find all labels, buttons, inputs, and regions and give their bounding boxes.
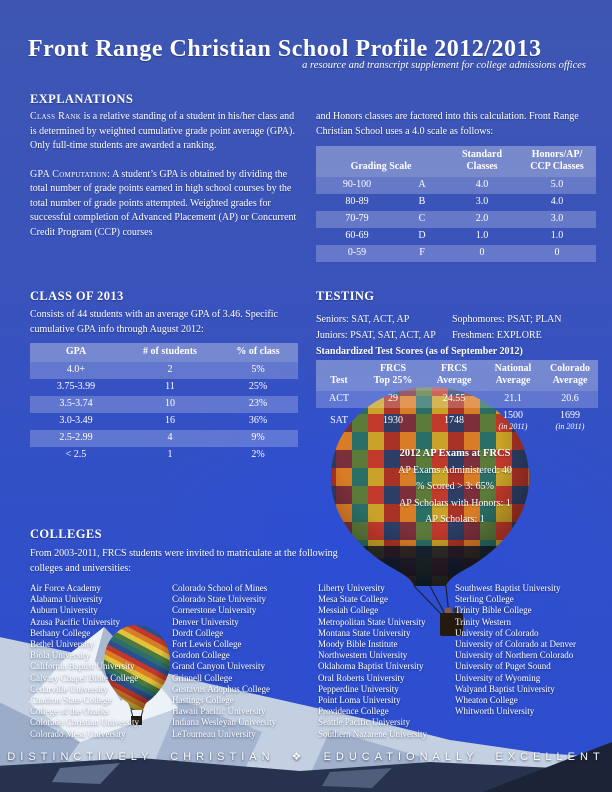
college-item: California Baptist University	[30, 661, 135, 672]
grade-letter-cell: F	[419, 247, 425, 258]
test-scores-table	[316, 360, 598, 434]
test-score-row	[316, 391, 598, 408]
grading-table-row	[316, 245, 596, 262]
standard-points-cell: 0	[479, 247, 485, 258]
top25-cell: 29	[388, 393, 398, 404]
honors-points-cell: 1.0	[550, 230, 564, 241]
college-item: Dordt College	[172, 627, 224, 638]
college-item: Whitworth University	[455, 706, 535, 717]
honors-points-cell: 5.0	[550, 179, 564, 190]
test-table-header-row	[316, 360, 598, 391]
gpa-table-row	[30, 362, 298, 379]
standard-points-cell: 2.0	[475, 213, 489, 224]
college-item: Colorado Christian University	[30, 717, 139, 728]
college-item: Seattle Pacific University	[318, 717, 410, 728]
freshmen-tests: Freshmen: EXPLORE	[452, 330, 542, 341]
gpa-table-row	[30, 447, 298, 464]
gpa-range-cell: 4.0+	[66, 364, 86, 375]
school-motto-footer	[0, 750, 612, 763]
college-item: Trinity Western	[455, 616, 512, 627]
college-list-column-2	[172, 583, 276, 740]
ap-exams-stat-line: AP Scholars: 1	[425, 514, 485, 525]
standard-points-cell: 1.0	[475, 230, 489, 241]
grading-scale-table	[316, 146, 596, 262]
honors-points-cell: 0	[554, 247, 560, 258]
class-rank-text: is a relative standing of a student in his/her class and is determined by weighted cumulative grade point average (GPA). Only full-time students are awarded a ranking.	[30, 111, 295, 151]
grading-scale-header: Grading Scale	[316, 146, 446, 177]
grade-letter-cell: D	[418, 230, 426, 241]
frcs-average-header: FRCS Average	[424, 360, 484, 391]
test-name-cell: SAT	[330, 414, 348, 426]
test-scores-title: Standardized Test Scores (as of September 2012)	[316, 346, 523, 357]
standard-points-cell: 3.0	[475, 196, 489, 207]
gpa-distribution-table	[30, 343, 298, 464]
college-item: Hawaii Pacific University	[172, 706, 266, 717]
motto-left: DISTINCTIVELY CHRISTIAN	[7, 751, 275, 763]
college-item: Gustavus Adophus College	[172, 683, 270, 694]
frcs-average-cell: 1748	[444, 414, 464, 426]
class-percent-cell: 9%	[251, 432, 265, 443]
student-count-cell: 4	[167, 432, 173, 443]
college-item: Colorado School of Mines	[172, 583, 268, 593]
college-item: Bethany College	[30, 627, 91, 638]
gpa-range-cell: < 2.5	[65, 449, 87, 460]
honors-points-cell: 4.0	[550, 196, 564, 207]
college-item: Southern Nazarene University	[318, 728, 427, 739]
college-item: Walyand Baptist University	[455, 683, 555, 694]
testing-heading: TESTING	[316, 289, 375, 303]
ap-exams-title: 2012 AP Exams at FRCS	[399, 448, 511, 459]
grade-range-cell: 60-69	[345, 230, 369, 241]
college-item: University of Puget Sound	[455, 661, 551, 672]
explanations-heading: EXPLANATIONS	[30, 92, 134, 106]
class-of-2013-intro: Consists of 44 students with an average GPA of 3.46. Specific cumulative GPA info through August 2012:	[30, 309, 278, 335]
frcs-top25-header: FRCS Top 25%	[362, 360, 424, 391]
gpa-range-cell: 3.0-3.49	[59, 415, 93, 426]
college-item: Liberty University	[318, 583, 385, 593]
test-score-row	[316, 408, 598, 434]
college-item: Metropolitan State University	[318, 616, 426, 627]
motto-right: EDUCATIONALLY EXCELLENT	[323, 751, 605, 763]
gpa-table-row	[30, 430, 298, 447]
college-item: Air Force Academy	[30, 583, 101, 593]
explanations-left-column	[30, 110, 300, 240]
college-item: Grand Canyon University	[172, 661, 265, 672]
grading-table-row	[316, 228, 596, 245]
student-count-cell: 2	[167, 364, 173, 375]
college-item: Cedarville University	[30, 683, 108, 694]
page-subtitle: a resource and transcript supplement for college admissions offices	[302, 60, 586, 71]
ap-exams-stat-line: % Scored > 3: 65%	[416, 481, 494, 492]
student-count-cell: 1	[167, 449, 173, 460]
class-percent-cell: 23%	[248, 398, 268, 409]
gpa-table-row	[30, 396, 298, 413]
diamond-separator-icon: ❖	[291, 751, 307, 763]
college-item: Sterling College	[455, 594, 514, 605]
college-item: Cornerstone University	[172, 605, 257, 616]
testing-schedule	[316, 312, 608, 344]
test-name-cell: ACT	[329, 393, 349, 404]
college-item: Oral Roberts University	[318, 672, 405, 683]
grade-range-cell: 90-100	[342, 179, 372, 190]
college-item: University of Colorado at Denver	[455, 639, 576, 650]
college-item: Auburn University	[30, 605, 98, 616]
honors-classes-header: Honors/AP/ CCP Classes	[518, 146, 596, 177]
gpa-computation-text: A student’s GPA is obtained by dividing the total number of grade points earned in high school courses by the total number of grade points attempted. Weighted grades for successful completion of Advanced Placement (AP) or Concurrent Credit Program (CCP) courses	[30, 168, 297, 238]
percent-header: % of class	[218, 343, 298, 362]
college-item: Azusa Pacific University	[30, 616, 120, 627]
college-item: Alabama University	[30, 594, 103, 605]
student-count-cell: 10	[165, 398, 175, 409]
college-item: Moody Bible Institute	[318, 639, 398, 650]
college-item: Point Loma University	[318, 695, 401, 706]
grade-range-cell: 70-79	[345, 213, 369, 224]
college-item: Calvary Chapel Bible College	[30, 672, 139, 683]
top25-cell: 1930	[383, 414, 403, 426]
ap-exams-box	[322, 446, 588, 529]
gpa-computation-paragraph	[30, 168, 300, 241]
explanations-right-column: and Honors classes are factored into this calculation. Front Range Christian School uses a 4.0 scale as follows:	[316, 111, 579, 137]
college-item: University of Northern Colorado	[455, 650, 574, 661]
national-average-cell: 1500 (in 2011)	[498, 410, 528, 431]
gpa-range-cell: 2.5-2.99	[59, 432, 93, 443]
grade-letter-cell: C	[418, 213, 426, 224]
college-item: Gordon College	[172, 650, 230, 661]
class-percent-cell: 5%	[251, 364, 265, 375]
colleges-intro: From 2003-2011, FRCS students were invited to matriculate at the following colleges and universities:	[30, 548, 338, 574]
gpa-table-header-row	[30, 343, 298, 362]
page-title: Front Range Christian School Profile 2012/2013	[28, 36, 542, 63]
colorado-average-cell: 1699 (in 2011)	[555, 410, 585, 431]
gpa-range-cell: 3.5-3.74	[59, 398, 93, 409]
students-header: # of students	[122, 343, 218, 362]
frcs-average-cell: 24.55	[442, 393, 466, 404]
sophomores-tests: Sophomores: PSAT; PLAN	[452, 314, 562, 325]
class-percent-cell: 2%	[251, 449, 265, 460]
college-item: Grinnell College	[172, 672, 233, 683]
college-item: Denver University	[172, 616, 239, 627]
college-item: Chadron State College	[30, 695, 112, 706]
colorado-average-cell: 20.6	[561, 393, 579, 404]
college-item: Southwest Baptist University	[455, 583, 561, 593]
national-average-header: National Average	[484, 360, 542, 391]
college-list-column-3	[318, 583, 427, 740]
college-item: Oklahoma Baptist University	[318, 661, 424, 672]
national-average-cell: 21.1	[504, 393, 522, 404]
grade-range-cell: 80-89	[345, 196, 369, 207]
grade-letter-cell: A	[418, 179, 426, 190]
colleges-heading: COLLEGES	[30, 527, 102, 541]
college-list-column-4	[455, 583, 576, 717]
standard-points-cell: 4.0	[475, 179, 489, 190]
ap-exams-stat-line: AP Scholars with Honors: 1	[399, 497, 511, 509]
college-item: Pepperdine University	[318, 683, 399, 694]
grading-table-row	[316, 194, 596, 211]
student-count-cell: 11	[165, 381, 175, 392]
college-item: Providence College	[318, 706, 389, 717]
gpa-table-row	[30, 379, 298, 396]
college-item: Hastings College	[172, 695, 234, 706]
college-item: Colorado State University	[172, 594, 266, 605]
student-count-cell: 16	[165, 415, 175, 426]
gpa-header: GPA	[30, 343, 122, 362]
college-item: Colorado Mesa University	[30, 728, 126, 739]
gpa-computation-lead: GPA Computation:	[30, 168, 111, 180]
class-percent-cell: 36%	[248, 415, 268, 426]
college-list-column-1	[30, 583, 139, 740]
college-item: College of the Ozarks	[30, 706, 109, 717]
class-rank-paragraph	[30, 110, 300, 154]
grading-table-header-row	[316, 146, 596, 177]
college-item: Northwestern University	[318, 650, 408, 661]
college-item: Montana State University	[318, 627, 411, 638]
college-item: Biola University	[30, 650, 90, 661]
grading-table-row	[316, 177, 596, 194]
grade-letter-cell: B	[418, 196, 426, 207]
gpa-table-row	[30, 413, 298, 430]
college-item: University of Wyoming	[455, 672, 541, 683]
class-of-2013-heading: CLASS OF 2013	[30, 289, 124, 303]
seniors-tests: Seniors: SAT, ACT, AP	[316, 314, 410, 325]
college-item: Mesa State College	[318, 594, 388, 605]
standard-classes-header: Standard Classes	[446, 146, 518, 177]
grade-range-cell: 0-59	[347, 247, 367, 258]
class-rank-lead: Class Rank	[30, 111, 82, 122]
college-item: LeTourneau University	[172, 728, 256, 739]
college-item: Wheaton College	[455, 695, 518, 706]
college-item: Trinity Bible College	[455, 605, 532, 616]
test-header: Test	[316, 360, 362, 391]
college-item: Indiana Wesleyan University	[172, 717, 277, 728]
college-item: University of Colorado	[455, 627, 539, 638]
grading-table-row	[316, 211, 596, 228]
honors-points-cell: 3.0	[550, 213, 564, 224]
college-item: Fort Lewis College	[172, 639, 242, 650]
juniors-tests: Juniors: PSAT, SAT, ACT, AP	[316, 330, 436, 341]
ap-exams-stat-line: AP Exams Administered: 40	[398, 464, 512, 476]
college-item: Messiah College	[318, 605, 379, 616]
college-item: Bethel University	[30, 639, 94, 650]
gpa-range-cell: 3.75-3.99	[56, 381, 96, 392]
colorado-average-header: Colorado Average	[542, 360, 598, 391]
class-percent-cell: 25%	[248, 381, 268, 392]
